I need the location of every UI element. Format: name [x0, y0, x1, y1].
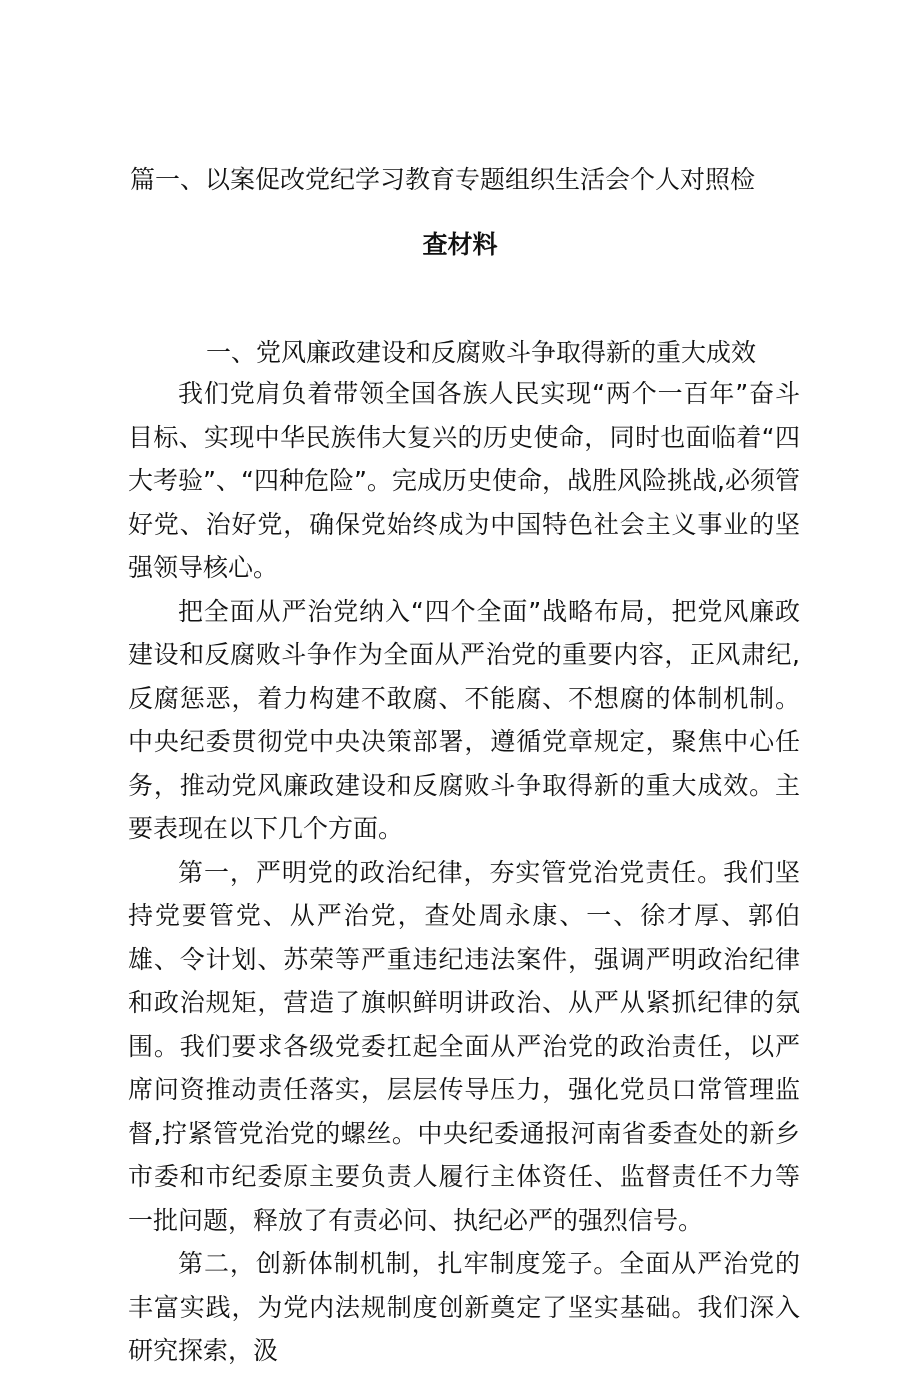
paragraph-4: 第二，创新体制机制，扎牢制度笼子。全面从严治党的丰富实践，为党内法规制度创新奠定了坚实基础。我们深入研究探索，汲: [128, 1249, 800, 1365]
document-title-line-2: 查材料: [422, 230, 498, 259]
document-title-line-1: 篇一、以案促改党纪学习教育专题组织生活会个人对照检: [130, 165, 756, 194]
paragraph-2: 把全面从严治党纳入“四个全面”战略布局，把党风廉政建设和反腐败斗争作为全面从严治党的重要内容，正风肃纪,反腐惩恶，着力构建不敢腐、不能腐、不想腐的体制机制。中央纪委贯彻党中央决策部署，遵循党章规定，聚焦中心任务，推动党风廉政建设和反腐败斗争取得新的重大成效。主要表现在以下几个方面。: [128, 596, 800, 843]
section-heading: 一、党风廉政建设和反腐败斗争取得新的重大成效: [206, 338, 757, 367]
paragraph-1: 我们党肩负着带领全国各族人民实现“两个一百年”奋斗目标、实现中华民族伟大复兴的历史使命，同时也面临着“四大考验”、“四种危险”。完成历史使命，战胜风险挑战,必须管好党、治好党，确保党始终成为中国特色社会主义事业的坚强领导核心。: [128, 379, 800, 582]
paragraph-3: 第一，严明党的政治纪律，夯实管党治党责任。我们坚持党要管党、从严治党，查处周永康、一、徐才厚、郭伯雄、令计划、苏荣等严重违纪违法案件，强调严明政治纪律和政治规矩，营造了旗帜鲜明讲政治、从严从紧抓纪律的氛围。我们要求各级党委扛起全面从严治党的政治责任，以严席问资推动责任落实，层层传导压力，强化党员口常管理监督,拧紧管党治党的螺丝。中央纪委通报河南省委查处的新乡市委和市纪委原主要负责人履行主体资任、监督责任不力等一批问题，释放了有责必问、执纪必严的强烈信号。: [128, 857, 800, 1235]
body-text: [128, 372, 800, 1373]
